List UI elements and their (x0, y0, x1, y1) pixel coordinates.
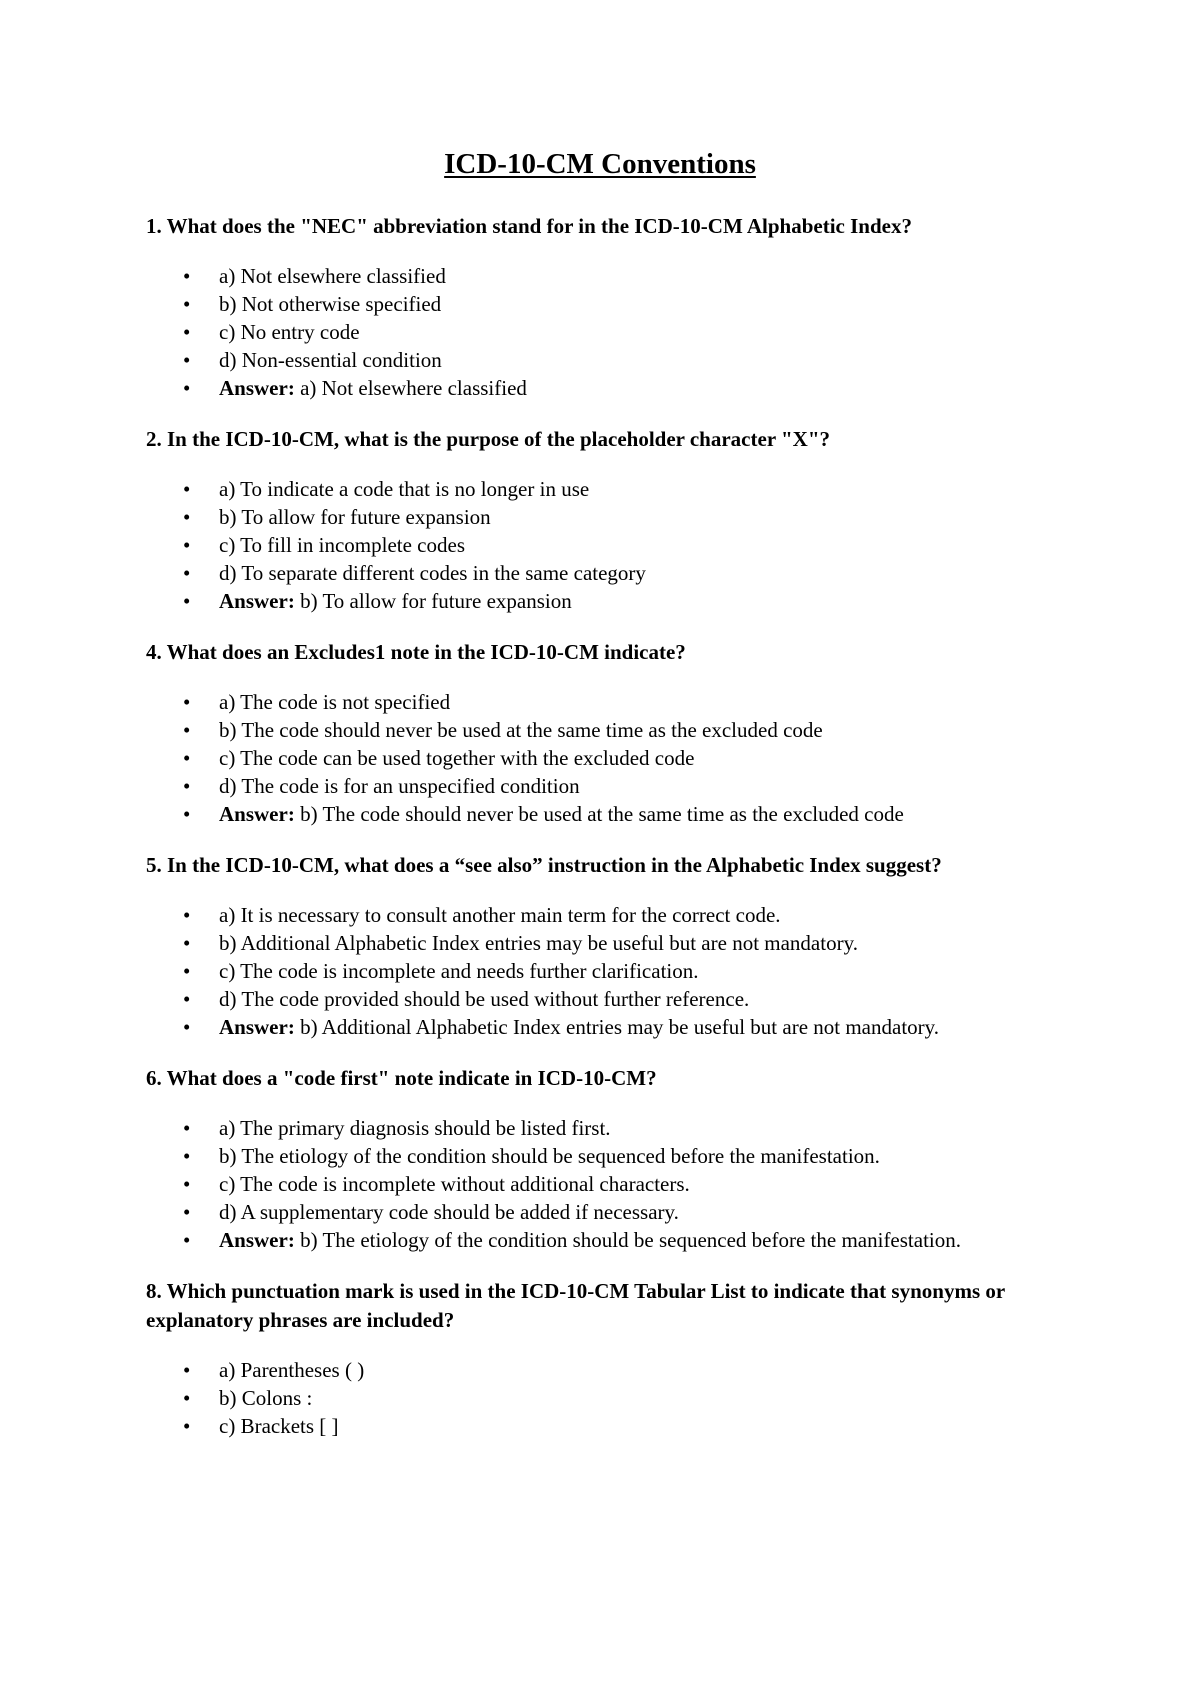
answer-text: a) Not elsewhere classified (300, 376, 527, 400)
answer-item (146, 374, 1076, 402)
question-text: 5. In the ICD-10-CM, what does a “see also” instruction in the Alphabetic Index suggest? (146, 853, 942, 877)
option-item: • d) The code is for an unspecified condition (146, 772, 1076, 800)
answer-label: Answer: (219, 589, 295, 613)
option-item: • a) To indicate a code that is no longer in use (146, 475, 1076, 503)
option-item: • b) The code should never be used at the same time as the excluded code (146, 716, 1076, 744)
option-list (146, 262, 1076, 402)
answer-text: b) To allow for future expansion (300, 589, 572, 613)
option-item: • c) The code is incomplete and needs further clarification. (146, 957, 1076, 985)
question-text: 8. Which punctuation mark is used in the ICD-10-CM Tabular List to indicate that synonyms or explanatory phrases are included? (146, 1279, 1005, 1332)
question-text: 6. What does a "code first" note indicate in ICD-10-CM? (146, 1066, 657, 1090)
answer-label: Answer: (219, 376, 295, 400)
option-item: • a) It is necessary to consult another main term for the correct code. (146, 901, 1076, 929)
option-item: • b) Colons : (146, 1384, 1076, 1412)
question-text: 2. In the ICD-10-CM, what is the purpose of the placeholder character "X"? (146, 427, 830, 451)
option-item: • a) Not elsewhere classified (146, 262, 1076, 290)
option-item: • c) To fill in incomplete codes (146, 531, 1076, 559)
question-block (146, 1277, 1076, 1440)
option-item: • a) The primary diagnosis should be listed first. (146, 1114, 1076, 1142)
option-item: • d) The code provided should be used without further reference. (146, 985, 1076, 1013)
question-text: 4. What does an Excludes1 note in the ICD-10-CM indicate? (146, 640, 686, 664)
option-list (146, 1356, 1076, 1440)
option-item: • d) Non-essential condition (146, 346, 1076, 374)
answer-text: b) Additional Alphabetic Index entries may be useful but are not mandatory. (300, 1015, 940, 1039)
question-block (146, 638, 1076, 828)
answer-text: b) The etiology of the condition should be sequenced before the manifestation. (300, 1228, 962, 1252)
answer-text: b) The code should never be used at the same time as the excluded code (300, 802, 904, 826)
question-block (146, 851, 1076, 1041)
option-item: • a) Parentheses ( ) (146, 1356, 1076, 1384)
answer-item (146, 1013, 1076, 1041)
answer-item (146, 800, 1076, 828)
option-list (146, 1114, 1076, 1254)
option-item: • d) To separate different codes in the same category (146, 559, 1076, 587)
question-text: 1. What does the "NEC" abbreviation stand for in the ICD-10-CM Alphabetic Index? (146, 214, 912, 238)
question-block (146, 1064, 1076, 1254)
option-item: • b) To allow for future expansion (146, 503, 1076, 531)
answer-item (146, 1226, 1076, 1254)
question-block (146, 425, 1076, 615)
option-list (146, 475, 1076, 615)
document-title: ICD-10-CM Conventions (444, 148, 756, 180)
quiz-content (146, 212, 1076, 1463)
answer-item (146, 587, 1076, 615)
option-item: • c) The code can be used together with the excluded code (146, 744, 1076, 772)
option-item: • b) Additional Alphabetic Index entries may be useful but are not mandatory. (146, 929, 1076, 957)
answer-label: Answer: (219, 1015, 295, 1039)
option-item: • d) A supplementary code should be added if necessary. (146, 1198, 1076, 1226)
answer-label: Answer: (219, 1228, 295, 1252)
option-item: • c) No entry code (146, 318, 1076, 346)
option-item: • a) The code is not specified (146, 688, 1076, 716)
option-item: • c) Brackets [ ] (146, 1412, 1076, 1440)
option-list (146, 901, 1076, 1041)
option-item: • b) The etiology of the condition should be sequenced before the manifestation. (146, 1142, 1076, 1170)
option-item: • b) Not otherwise specified (146, 290, 1076, 318)
option-item: • c) The code is incomplete without additional characters. (146, 1170, 1076, 1198)
answer-label: Answer: (219, 802, 295, 826)
question-block (146, 212, 1076, 402)
option-list (146, 688, 1076, 828)
